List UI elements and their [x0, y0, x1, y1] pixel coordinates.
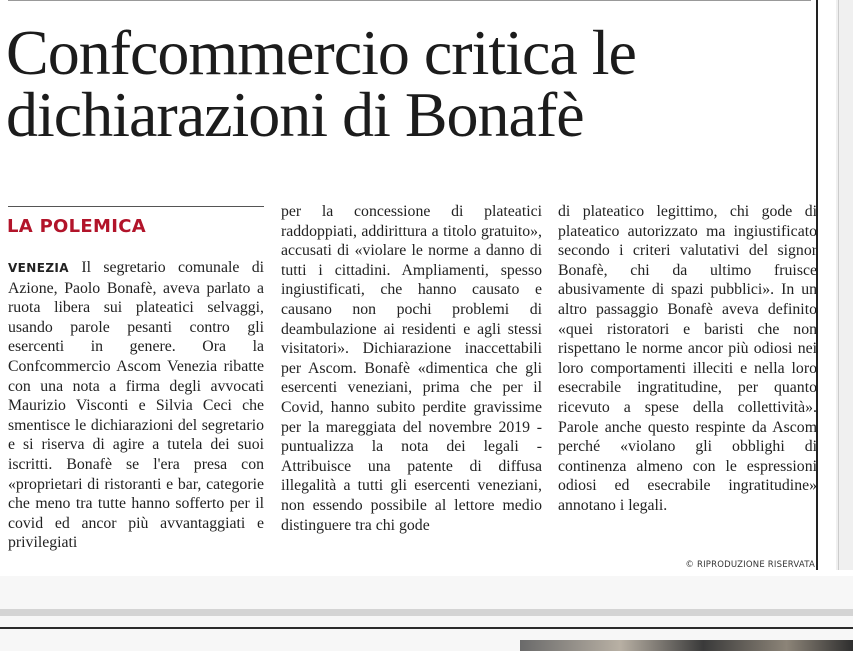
adjacent-page-line	[838, 0, 839, 570]
top-rule	[8, 0, 811, 1]
column-2-text: per la concessione di plateatici raddoppiati, addirittura a titolo gratuito», accusati di «violare le norme a danno di tutti i cittadini. Ampliamenti, spesso ingiustificati, che hanno causato e causano non pochi problemi di deambulazione ai residenti e agli stessi visitatori». Dichiarazione inaccettabili per Ascom. Bonafè «dimentica che gli esercenti veneziani, prima che per il Covid, hanno subito perdite gravissime per la mareggiata del novembre 2019 - puntualizza la nota dei legali - Attribuisce una patente di diffusa illegalità a tutti gli esercenti veneziani, non essendo possibile al lettore medio distinguere tra chi gode	[281, 203, 542, 534]
kicker-rule	[8, 206, 264, 207]
article-column-1	[8, 258, 264, 553]
column-3-text: di plateatico legittimo, chi gode di plateatico autorizzato ma ingiustificato secondo i criteri valutativi del signor Bonafè, chi da ultimo fruisce abusivamente di spazi pubblici». In un altro passaggio Bonafè aveva definito «quei ristoratori e baristi che non rispettano le norme ancor più odiosi nei loro comportamenti illeciti e nella loro esecrabile ingratitudine, per quanto ricevuto a spese della collettività». Parole anche questo respinte da Ascom perché «violano gli obblighi di continenza almeno con le espressioni odiosi ed esecrabile ingratitudine» annotano i legali.	[558, 203, 817, 514]
article-column-3	[558, 202, 817, 516]
article-column-2	[281, 202, 542, 535]
headline: Confcommercio critica le dichiarazioni di Bonafè	[6, 17, 636, 150]
next-article-photo-edge	[520, 640, 853, 651]
copyright-notice: © RIPRODUZIONE RISERVATA	[685, 560, 815, 570]
column-1-text: Il segretario comunale di Azione, Paolo Bonafè, aveva parlato a ruota libera sui plateatici selvaggi, usando parole pesanti contro gli esercenti in genere. Ora la Confcommercio Ascom Venezia ribatte con una nota a firma degli avvocati Maurizio Visconti e Silvia Ceci che smentisce le dichiarazioni del segretario e si riserva di agire a tutela dei suoi iscritti. Bonafè se l'era presa con «proprietari di ristoranti e bar, categorie che meno tra tutte hanno sofferto per il covid ed ancor più avvantaggiati e privilegiati	[8, 259, 265, 552]
kicker-label: LA POLEMICA	[7, 216, 146, 237]
page-bottom-band	[0, 609, 853, 616]
dateline: VENEZIA	[8, 261, 69, 275]
page-bottom-rule	[0, 627, 853, 629]
